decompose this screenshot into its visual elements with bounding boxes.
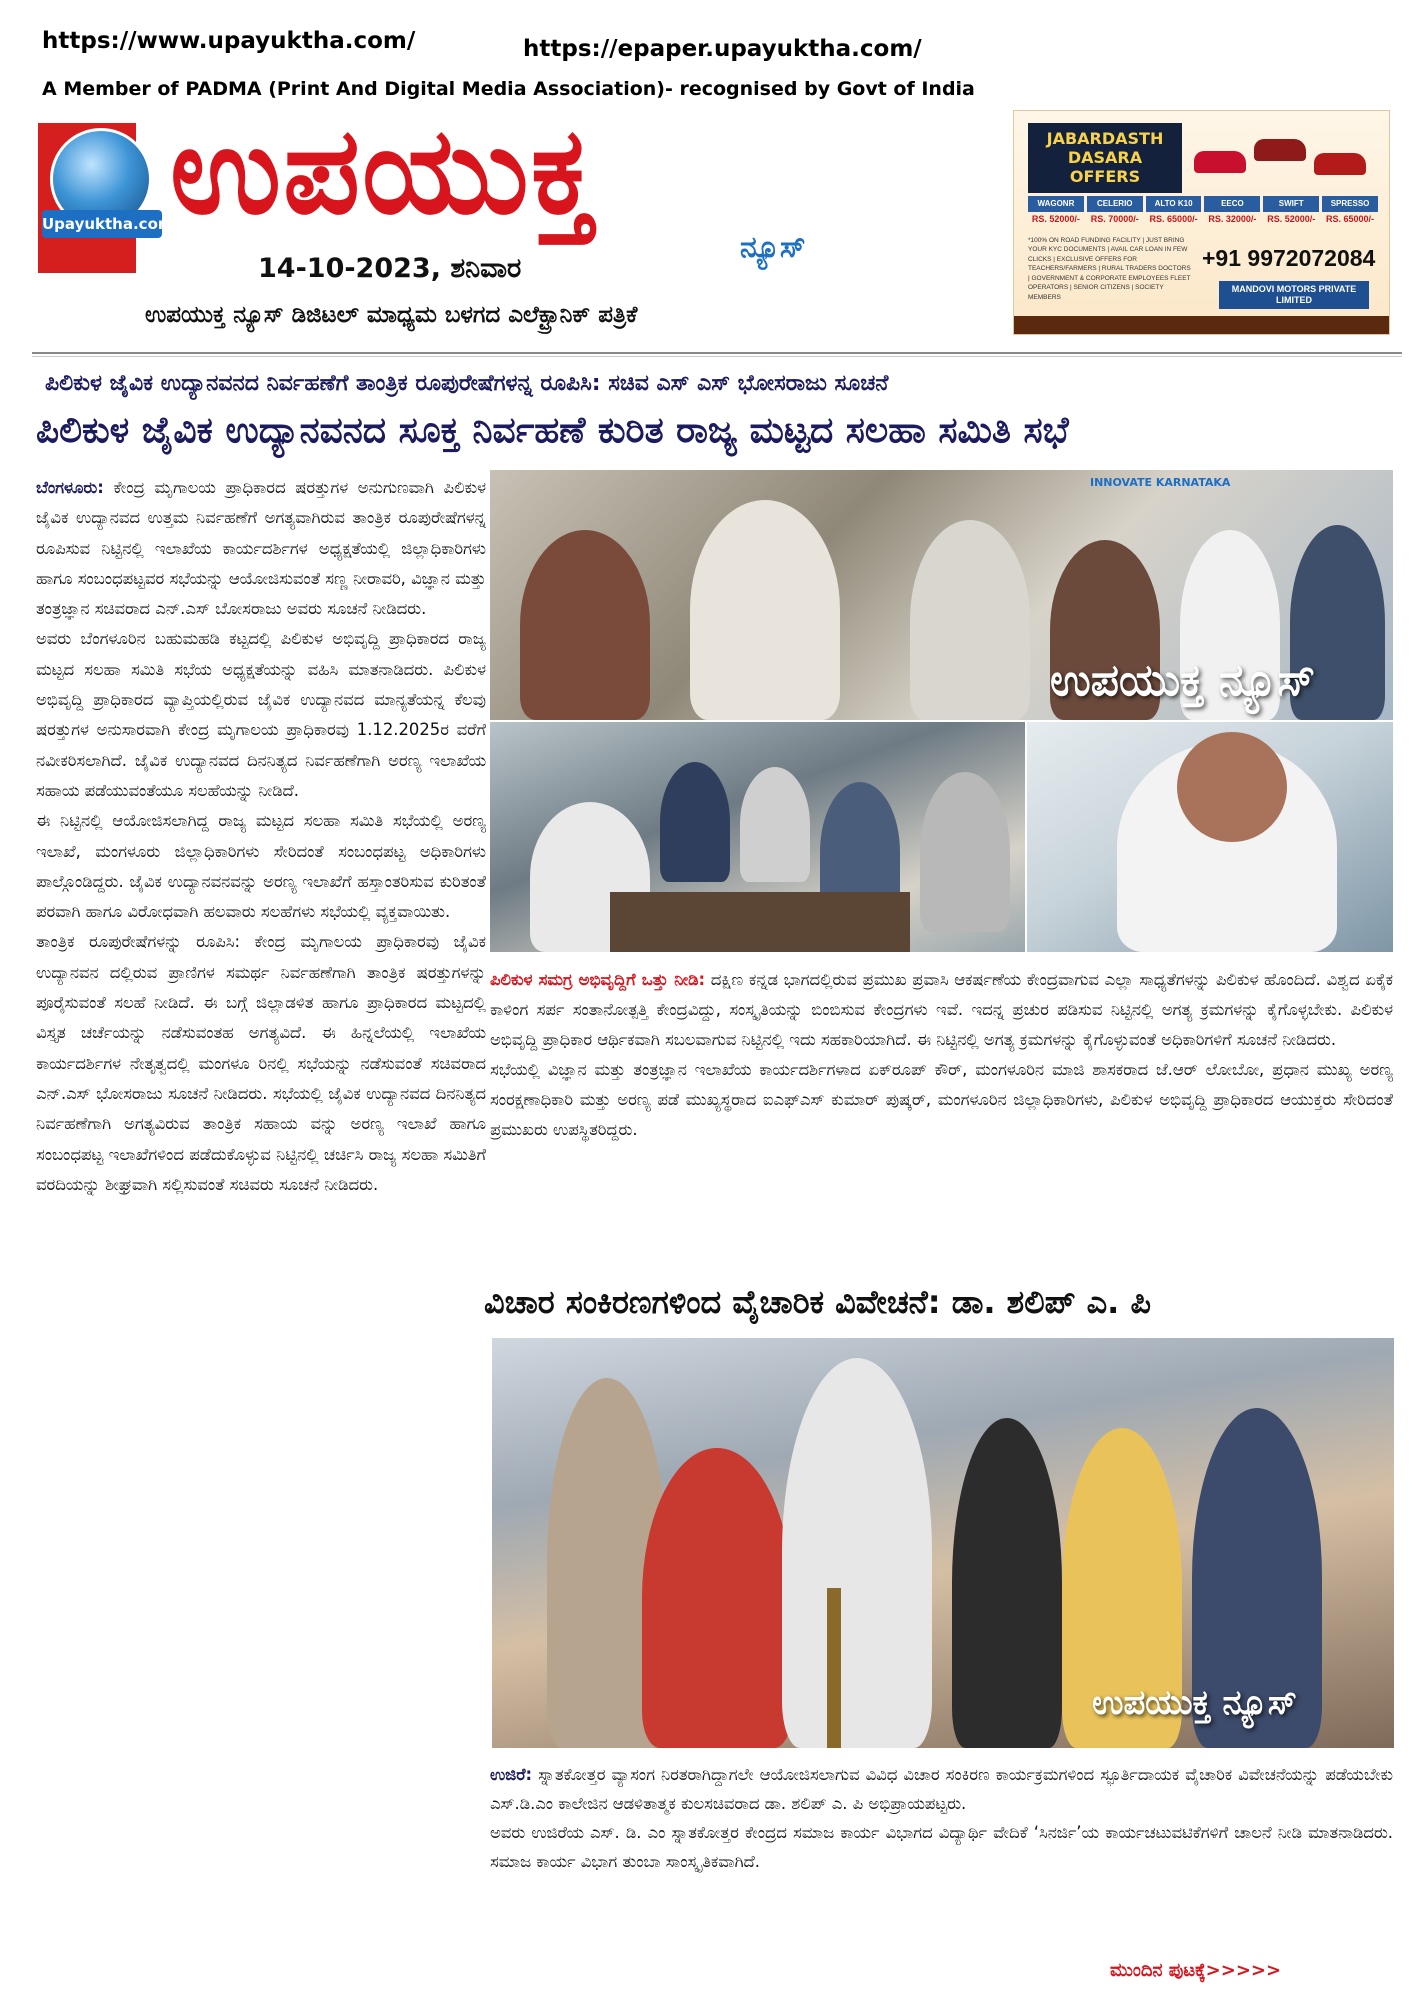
ad-phone[interactable]: +91 9972072084 xyxy=(1202,245,1376,271)
article1-dateline: ಬೆಂಗಳೂರು: xyxy=(36,478,104,497)
continued-next-page-link[interactable]: ಮುಂದಿನ ಪುಟಕ್ಕೆ>>>>> xyxy=(1110,1960,1282,1981)
article2-headline: ವಿಚಾರ ಸಂಕಿರಣಗಳಿಂದ ವೈಚಾರಿಕ ವಿವೇಚನೆ: ಡಾ. ಶಲಿಪ್ ಎ. ಪಿ xyxy=(484,1283,1151,1321)
article1-paragraph-6: ಸಭೆಯಲ್ಲಿ ವಿಜ್ಞಾನ ಮತ್ತು ತಂತ್ರಜ್ಞಾನ ಇಲಾಖೆಯ ಕಾರ್ಯದರ್ಶಿಗಳಾದ ಏಕ್‌ರೂಪ್ ಕೌರ್, ಮಂಗಳೂರಿನ ಮಾಜಿ ಶಾಸಕರಾದ ಜೆ.ಆರ್ ಲೋಬೋ, ಪ್ರಧಾನ ಮುಖ್ಯ ಅರಣ್ಯ ಸಂರಕ್ಷಣಾಧಿಕಾರಿ ಮತ್ತು ಅರಣ್ಯ ಪಡೆ ಮುಖ್ಯಸ್ಥರಾದ ಐಎಫ್‌ಎಸ್ ಕುಮಾರ್ ಪುಷ್ಕರ್, ಮಂಗಳೂರಿನ ಜಿಲ್ಲಾಧಿಕಾರಿಗಳು, ಪಿಲಿಕುಳ ಅಭಿವೃದ್ದಿ ಪ್ರಾಧಿಕಾರದ ಆಯುಕ್ತರು ಸೇರಿದಂತೆ ಪ್ರಮುಖರು ಉಪಸ್ಥಿತರಿದ್ದರು. xyxy=(490,1060,1393,1139)
photo2-watermark: ಉಪಯುಕ್ತ ನ್ಯೂಸ್ xyxy=(1092,1683,1297,1723)
issue-date: 14-10-2023, ಶನಿವಾರ xyxy=(258,253,522,284)
meeting-photo-table xyxy=(490,722,1025,952)
masthead-subtitle: ನ್ಯೂಸ್ xyxy=(740,230,806,265)
article1-kicker: ಪಿಲಿಕುಳ ಜೈವಿಕ ಉದ್ಯಾನವನದ ನಿರ್ವಹಣೆಗೆ ತಾಂತ್ರಿಕ ರೂಪುರೇಷೆಗಳನ್ನ ರೂಪಿಸಿ: ಸಚಿವ ಎಸ್ ಎಸ್ ಭೋಸರಾಜು ಸೂಚನೆ xyxy=(45,371,889,396)
article2-dateline: ಉಜಿರೆ: xyxy=(490,1765,533,1784)
minister-photo xyxy=(1027,722,1393,952)
member-line: A Member of PADMA (Print And Digital Media Association)- recognised by Govt of India xyxy=(42,78,975,100)
article1-right-text xyxy=(490,965,1393,1145)
ad-car-images xyxy=(1194,131,1379,201)
ad-model-row: WAGONR CELERIO ALTO K10 EECO SWIFT SPRESSO xyxy=(1028,196,1378,212)
ad-footer-strip xyxy=(1014,316,1389,334)
article1-paragraph-2: ಅವರು ಬೆಂಗಳೂರಿನ ಬಹುಮಹಡಿ ಕಟ್ಟದಲ್ಲಿ ಪಿಲಿಕುಳ ಅಭಿವೃದ್ದಿ ಪ್ರಾಧಿಕಾರದ ರಾಜ್ಯ ಮಟ್ಟದ ಸಲಹಾ ಸಮಿತಿ ಸಭೆಯ ಅಧ್ಯಕ್ಷತೆಯನ್ನು ವಹಿಸಿ ಮಾತನಾಡಿದರು. ಪಿಲಿಕುಳ ಅಭಿವೃದ್ದಿ ಪ್ರಾಧಿಕಾರದ ವ್ಯಾಪ್ತಿಯಲ್ಲಿರುವ ಜೈವಿಕ ಉದ್ಯಾನವದ ಮಾನ್ಯತೆಯನ್ನ ಕೆಲವು ಷರತ್ತುಗಳ ಅನುಸಾರವಾಗಿ ಕೇಂದ್ರ ಮೃಗಾಲಯ ಪ್ರಾಧಿಕಾರವು 1.12.2025ರ ವರೆಗೆ ನವೀಕರಿಸಲಾಗಿದೆ. ಜೈವಿಕ ಉದ್ಯಾನವದ ದಿನನಿತ್ಯದ ನಿರ್ವಹಣೆಗಾಗಿ ಅರಣ್ಯ ಇಲಾಖೆಯ ಸಹಾಯ ಪಡೆಯುವಂತೆಯೂ ಸಲಹೆಯನ್ನು ನೀಡಿದೆ. xyxy=(36,629,486,800)
site-url[interactable]: https://www.upayuktha.com/ xyxy=(42,28,416,54)
logo-caption: Upayuktha.com xyxy=(42,210,162,238)
article1-left-column xyxy=(36,473,486,1973)
lamp-lighting-photo xyxy=(492,1338,1394,1748)
ad-dealer: MANDOVI MOTORS PRIVATE LIMITED xyxy=(1219,281,1369,309)
article1-headline: ಪಿಲಿಕುಳ ಜೈವಿಕ ಉದ್ಯಾನವನದ ಸೂಕ್ತ ನಿರ್ವಹಣೆ ಕುರಿತ ರಾಜ್ಯ ಮಟ್ಟದ ಸಲಹಾ ಸಮಿತಿ ಸಭೆ xyxy=(36,410,1069,451)
photo-watermark: ಉಪಯುಕ್ತ ನ್ಯೂಸ್ xyxy=(1050,655,1316,706)
ad-title: JABARDASTH DASARA OFFERS xyxy=(1028,123,1182,193)
article2-paragraph-2: ಅವರು ಉಜಿರೆಯ ಎಸ್. ಡಿ. ಎಂ ಸ್ನಾತಕೋತ್ತರ ಕೇಂದ್ರದ ಸಮಾಜ ಕಾರ್ಯ ವಿಭಾಗದ ವಿದ್ಯಾರ್ಥಿ ವೇದಿಕೆ ‘ಸಿನರ್ಜಿ’ಯ ಕಾರ್ಯಚಟುವಟಿಕೆಗಳಿಗೆ ಚಾಲನೆ ನೀಡಿ ಮಾತನಾಡಿದರು. ಸಮಾಜ ಕಾರ್ಯ ವಿಭಾಗ ತುಂಬಾ ಸಾಂಸ್ಕೃತಿಕವಾಗಿದೆ. xyxy=(490,1823,1393,1871)
header-divider-thin xyxy=(32,356,1402,357)
article1-subhead: ಪಿಲಿಕುಳ ಸಮಗ್ರ ಅಭಿವೃದ್ದಿಗೆ ಒತ್ತು ನೀಡಿ: xyxy=(490,970,706,989)
article2-text xyxy=(490,1760,1393,1876)
photo-banner-text: INNOVATE KARNATAKA xyxy=(1090,476,1231,489)
ad-fine-print: *100% ON ROAD FUNDING FACILITY | JUST BRING YOUR KYC DOCUMENTS | AVAIL CAR LOAN IN FEW CLICKS | EXCLUSIVE OFFERS FOR TEACHERS/FARMERS | RURAL TRADERS DOCTORS | GOVERNMENT & CORPORATE EMPLOYEES FLEET OPERATORS | SENIOR CITIZENS | SOCIETY MEMBERS xyxy=(1028,237,1191,301)
masthead-title: ಉಪಯುಕ್ತ xyxy=(170,102,597,241)
dasara-offer-ad[interactable] xyxy=(1013,110,1390,335)
article1-paragraph-1: ಬೆಂಗಳೂರು: ಕೇಂದ್ರ ಮೃಗಾಲಯ ಪ್ರಾಧಿಕಾರದ ಷರತ್ತುಗಳ ಅನುಗುಣವಾಗಿ ಪಿಲಿಕುಳ ಜೈವಿಕ ಉದ್ಯಾನವದ ಉತ್ತಮ ನಿರ್ವಹಣೆಗೆ ಅಗತ್ಯವಾಗಿರುವ ತಾಂತ್ರಿಕ ರೂಪುರೇಷೆಗಳನ್ನ ರೂಪಿಸುವ ನಿಟ್ಟಿನಲ್ಲಿ ಇಲಾಖೆಯ ಕಾರ್ಯದರ್ಶಿಗಳ ಅಧ್ಯಕ್ಷತೆಯಲ್ಲಿ ಜಿಲ್ಲಾಧಿಕಾರಿಗಳು ಹಾಗೂ ಸಂಬಂಧಪಟ್ಟವರ ಸಭೆಯನ್ನು ಆಯೋಜಿಸುವಂತೆ ಸಣ್ಣ ನೀರಾವರಿ, ವಿಜ್ಞಾನ ಮತ್ತು ತಂತ್ರಜ್ಞಾನ ಸಚಿವರಾದ ಎನ್.ಎಸ್ ಬೋಸರಾಜು ಅವರು ಸೂಚನೆ ನೀಡಿದರು. xyxy=(36,478,486,619)
header-divider xyxy=(32,352,1402,354)
epaper-url[interactable]: https://epaper.upayuktha.com/ xyxy=(523,36,922,62)
meeting-photo-top xyxy=(490,470,1393,720)
article1-paragraph-5: ಪಿಲಿಕುಳ ಸಮಗ್ರ ಅಭಿವೃದ್ದಿಗೆ ಒತ್ತು ನೀಡಿ: ದಕ್ಷಿಣ ಕನ್ನಡ ಭಾಗದಲ್ಲಿರುವ ಪ್ರಮುಖ ಪ್ರವಾಸಿ ಆಕರ್ಷಣೆಯ ಕೇಂದ್ರವಾಗುವ ಎಲ್ಲಾ ಸಾಧ್ಯತೆಗಳನ್ನು ಪಿಲಿಕುಳ ಹೊಂದಿದೆ. ವಿಶ್ವದ ಏಕೈಕ ಕಾಳಿಂಗ ಸರ್ಪ ಸಂತಾನೋತ್ಪತ್ತಿ ಕೇಂದ್ರವಿದ್ದು, ಸಂಸ್ಕೃತಿಯನ್ನು ಬಿಂಬಿಸುವ ಕೇಂದ್ರಗಳು ಇವೆ. ಇದನ್ನ ಪ್ರಚುರ ಪಡಿಸುವ ನಿಟ್ಟಿನಲ್ಲಿ ಅಗತ್ಯ ಕ್ರಮಗಳನ್ನು ಕೈಗೊಳ್ಳಬೇಕು. ಪಿಲಿಕುಳ ಅಭಿವೃದ್ದಿ ಪ್ರಾಧಿಕಾರ ಆರ್ಥಿಕವಾಗಿ ಸಬಲವಾಗುವ ನಿಟ್ಟಿನಲ್ಲಿ ಇದು ಸಹಕಾರಿಯಾಗಿದೆ. ಈ ನಿಟ್ಟಿನಲ್ಲಿ ಅಗತ್ಯ ಕ್ರಮಗಳನ್ನು ಕೈಗೊಳ್ಳುವಂತೆ ಅಧಿಕಾರಿಗಳಿಗೆ ಸೂಚನೆ ನೀಡಿದರು. xyxy=(490,970,1393,1049)
article1-paragraph-3: ಈ ನಿಟ್ಟಿನಲ್ಲಿ ಆಯೋಜಿಸಲಾಗಿದ್ದ ರಾಜ್ಯ ಮಟ್ಟದ ಸಲಹಾ ಸಮಿತಿ ಸಭೆಯಲ್ಲಿ ಅರಣ್ಯ ಇಲಾಖೆ, ಮಂಗಳೂರು ಜಿಲ್ಲಾಧಿಕಾರಿಗಳು ಸೇರಿದಂತೆ ಸಂಬಂಧಪಟ್ಟ ಅಧಿಕಾರಿಗಳು ಪಾಲ್ಗೊಂಡಿದ್ದರು. ಜೈವಿಕ ಉದ್ಯಾನವನವನ್ನು ಅರಣ್ಯ ಇಲಾಖೆಗೆ ಹಸ್ತಾಂತರಿಸುವ ಕುರಿತಂತೆ ಪರವಾಗಿ ಹಾಗೂ ವಿರೋಧವಾಗಿ ಹಲವಾರು ಸಲಹೆಗಳು ಸಭೆಯಲ್ಲಿ ವ್ಯಕ್ತವಾಯಿತು. xyxy=(36,811,486,922)
article1-paragraph-4: ತಾಂತ್ರಿಕ ರೂಪುರೇಷೆಗಳನ್ನು ರೂಪಿಸಿ: ಕೇಂದ್ರ ಮೃಗಾಲಯ ಪ್ರಾಧಿಕಾರವು ಜೈವಿಕ ಉದ್ಯಾನವನ ದಲ್ಲಿರುವ ಪ್ರಾಣಿಗಳ ಸಮರ್ಥ ನಿರ್ವಹಣೆಗಾಗಿ ತಾಂತ್ರಿಕ ಷರತ್ತುಗಳನ್ನು ಪೂರೈಸುವಂತೆ ಸಲಹೆ ನೀಡಿದೆ. ಈ ಬಗ್ಗೆ ಜಿಲ್ಲಾಡಳಿತ ಹಾಗೂ ಪ್ರಾಧಿಕಾರದ ಮಟ್ಟದಲ್ಲಿ ವಿಸ್ತೃತ ಚರ್ಚೆಯನ್ನು ನಡೆಸುವಂತಹ ಅಗತ್ಯವಿದೆ. ಈ ಹಿನ್ನಲೆಯಲ್ಲಿ ಇಲಾಖೆಯ ಕಾರ್ಯದರ್ಶಿಗಳ ನೇತೃತ್ವದಲ್ಲಿ ಮಂಗಳೂ ರಿನಲ್ಲಿ ಸಭೆಯನ್ನು ನಡೆಸುವಂತೆ ಸಚಿವರಾದ ಎನ್.ಎಸ್ ಭೋಸರಾಜು ಸೂಚನೆ ನೀಡಿದರು. ಸಭೆಯಲ್ಲಿ ಜೈವಿಕ ಉದ್ಯಾನವದ ದಿನನಿತ್ಯದ ನಿರ್ವಹಣೆಗಾಗಿ ಅಗತ್ಯವಿರುವ ತಾಂತ್ರಿಕ ಸಹಾಯ ವನ್ನು ಅರಣ್ಯ ಇಲಾಖೆ ಹಾಗೂ ಸಂಬಂಧಪಟ್ಟ ಇಲಾಖೆಗಳಿಂದ ಪಡೆದುಕೊಳ್ಳುವ ನಿಟ್ಟಿನಲ್ಲಿ ಚರ್ಚಿಸಿ ರಾಜ್ಯ ಸಲಹಾ ಸಮಿತಿಗೆ ವರದಿಯನ್ನು ಶೀಘ್ರವಾಗಿ ಸಲ್ಲಿಸುವಂತೆ ಸಚಿವರು ಸೂಚನೆ ನೀಡಿದರು. xyxy=(36,932,486,1194)
tagline: ಉಪಯುಕ್ತ ನ್ಯೂಸ್ ಡಿಜಿಟಲ್ ಮಾಧ್ಯಮ ಬಳಗದ ಎಲೆಕ್ಟ್ರಾನಿಕ್ ಪತ್ರಿಕೆ xyxy=(145,302,638,328)
article2-paragraph-1: ಉಜಿರೆ: ಸ್ನಾತಕೋತ್ತರ ವ್ಯಾಸಂಗ ನಿರತರಾಗಿದ್ದಾಗಲೇ ಆಯೋಜಿಸಲಾಗುವ ವಿವಿಧ ವಿಚಾರ ಸಂಕಿರಣ ಕಾರ್ಯಕ್ರಮಗಳಿಂದ ಸ್ಫೂರ್ತಿದಾಯಕ ವೈಚಾರಿಕ ವಿವೇಚನೆಯನ್ನು ಪಡೆಯಬೇಕು ಎಸ್.ಡಿ.ಎಂ ಕಾಲೇಜಿನ ಆಡಳಿತಾತ್ಮಕ ಕುಲಸಚಿವರಾದ ಡಾ. ಶಲಿಪ್ ಎ. ಪಿ ಅಭಿಪ್ರಾಯಪಟ್ಟರು. xyxy=(490,1765,1393,1813)
ad-price-row: RS. 52000/- RS. 70000/- RS. 65000/- RS. 32000/- RS. 52000/- RS. 65000/- xyxy=(1031,214,1375,224)
